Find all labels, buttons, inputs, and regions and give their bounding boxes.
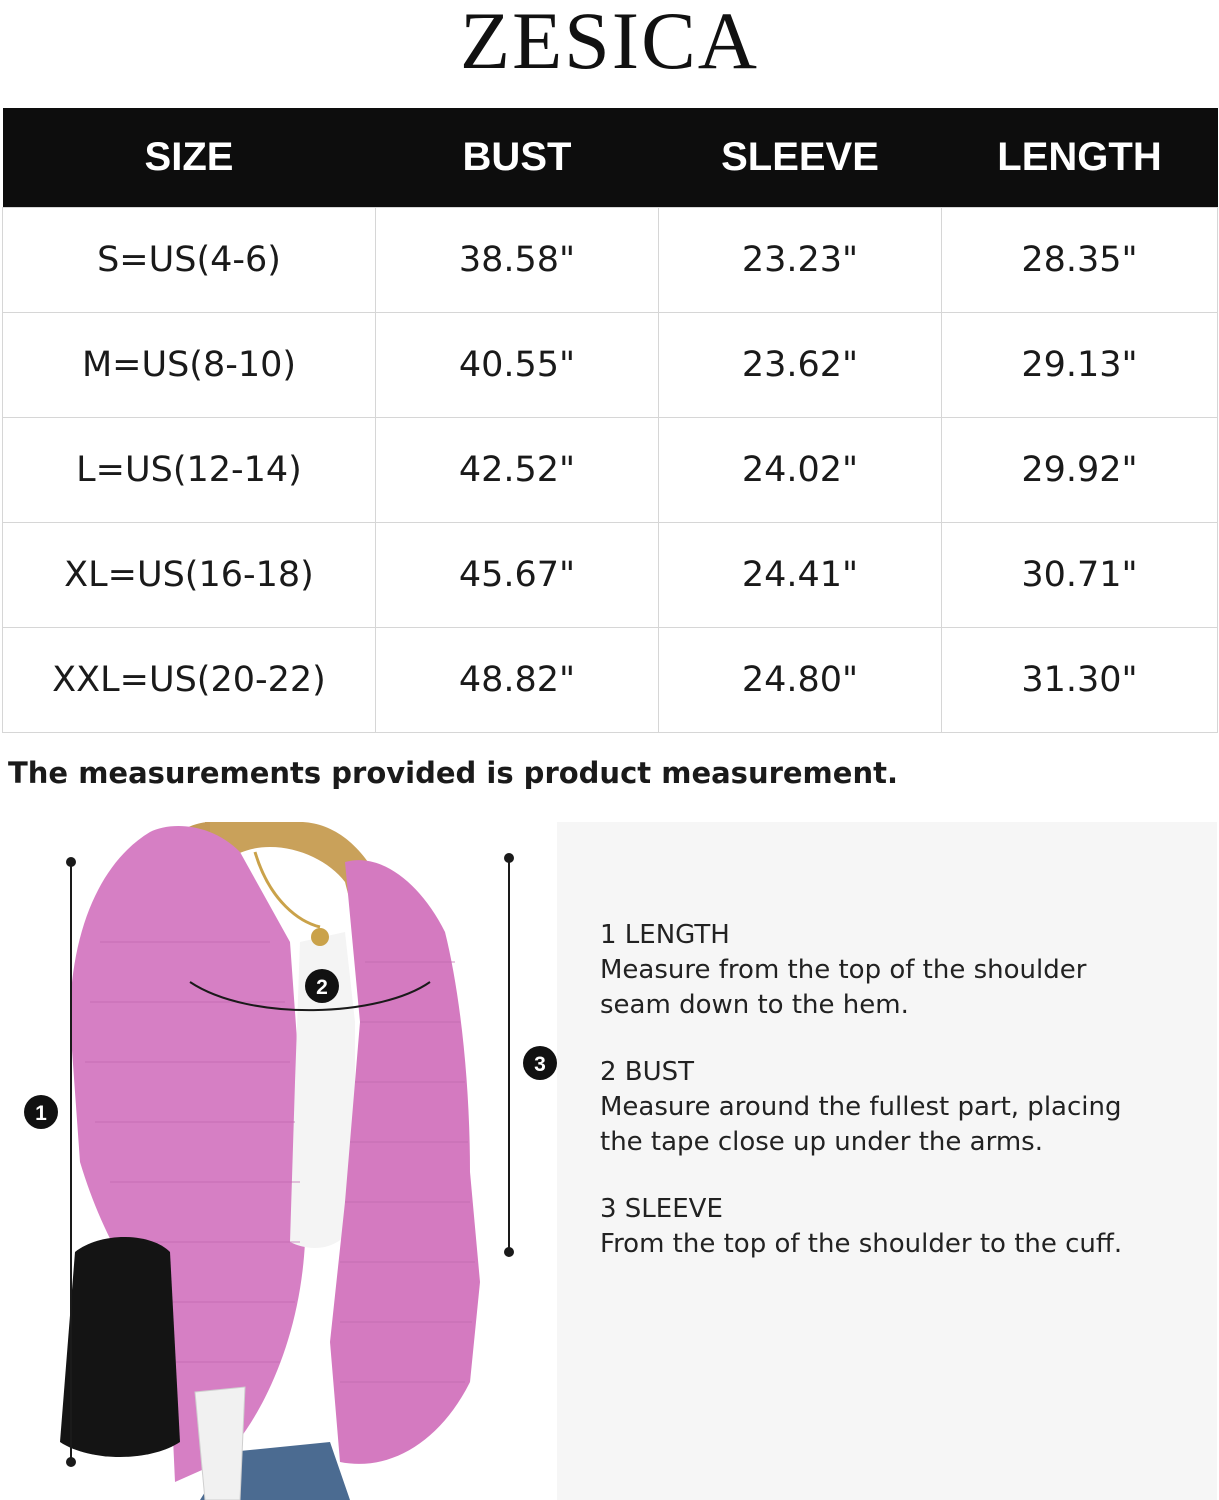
cell-bust: 38.58" xyxy=(376,208,659,313)
size-chart-table xyxy=(2,108,1218,733)
measurement-note: The measurements provided is product measurement. xyxy=(8,756,898,790)
brand-logo: ZESICA xyxy=(460,0,759,86)
cell-sleeve: 24.41" xyxy=(659,523,942,628)
marker-sleeve xyxy=(523,1046,557,1080)
cell-size: S=US(4-6) xyxy=(3,208,376,313)
cell-size: L=US(12-14) xyxy=(3,418,376,523)
instruction-bust-line2: the tape close up under the arms. xyxy=(600,1127,1043,1157)
header-length: LENGTH xyxy=(942,108,1218,208)
marker-bust xyxy=(305,969,339,1003)
table-row xyxy=(3,628,1218,733)
cell-size: M=US(8-10) xyxy=(3,313,376,418)
table-row xyxy=(3,418,1218,523)
instruction-length-title: 1 LENGTH xyxy=(600,920,730,950)
cell-bust: 45.67" xyxy=(376,523,659,628)
svg-text:1: 1 xyxy=(35,1102,47,1125)
header-bust: BUST xyxy=(376,108,659,208)
model-photo xyxy=(0,822,557,1500)
cell-bust: 40.55" xyxy=(376,313,659,418)
cell-sleeve: 23.23" xyxy=(659,208,942,313)
table-row xyxy=(3,523,1218,628)
instruction-bust-line1: Measure around the fullest part, placing xyxy=(600,1092,1122,1122)
instruction-bust-title: 2 BUST xyxy=(600,1057,695,1087)
cell-length: 29.92" xyxy=(942,418,1218,523)
instruction-sleeve-title: 3 SLEEVE xyxy=(600,1194,723,1224)
cell-sleeve: 24.80" xyxy=(659,628,942,733)
instruction-sleeve-line1: From the top of the shoulder to the cuff. xyxy=(600,1229,1123,1259)
header-size: SIZE xyxy=(3,108,376,208)
cell-length: 30.71" xyxy=(942,523,1218,628)
cell-size: XL=US(16-18) xyxy=(3,523,376,628)
cell-size: XXL=US(20-22) xyxy=(3,628,376,733)
cell-length: 29.13" xyxy=(942,313,1218,418)
instruction-length-line1: Measure from the top of the shoulder xyxy=(600,955,1087,985)
marker-length xyxy=(24,1095,58,1129)
cell-bust: 42.52" xyxy=(376,418,659,523)
table-row xyxy=(3,208,1218,313)
instruction-length-line2: seam down to the hem. xyxy=(600,990,909,1020)
cell-sleeve: 23.62" xyxy=(659,313,942,418)
svg-text:3: 3 xyxy=(534,1053,546,1076)
cell-length: 28.35" xyxy=(942,208,1218,313)
svg-text:2: 2 xyxy=(316,976,328,999)
table-row xyxy=(3,313,1218,418)
table-header-row xyxy=(3,108,1218,208)
cell-length: 31.30" xyxy=(942,628,1218,733)
cell-sleeve: 24.02" xyxy=(659,418,942,523)
instruction-length xyxy=(600,918,1200,1023)
instruction-sleeve xyxy=(600,1192,1200,1262)
header-sleeve: SLEEVE xyxy=(659,108,942,208)
instruction-bust xyxy=(600,1055,1200,1160)
handbag xyxy=(60,1237,180,1457)
cell-bust: 48.82" xyxy=(376,628,659,733)
